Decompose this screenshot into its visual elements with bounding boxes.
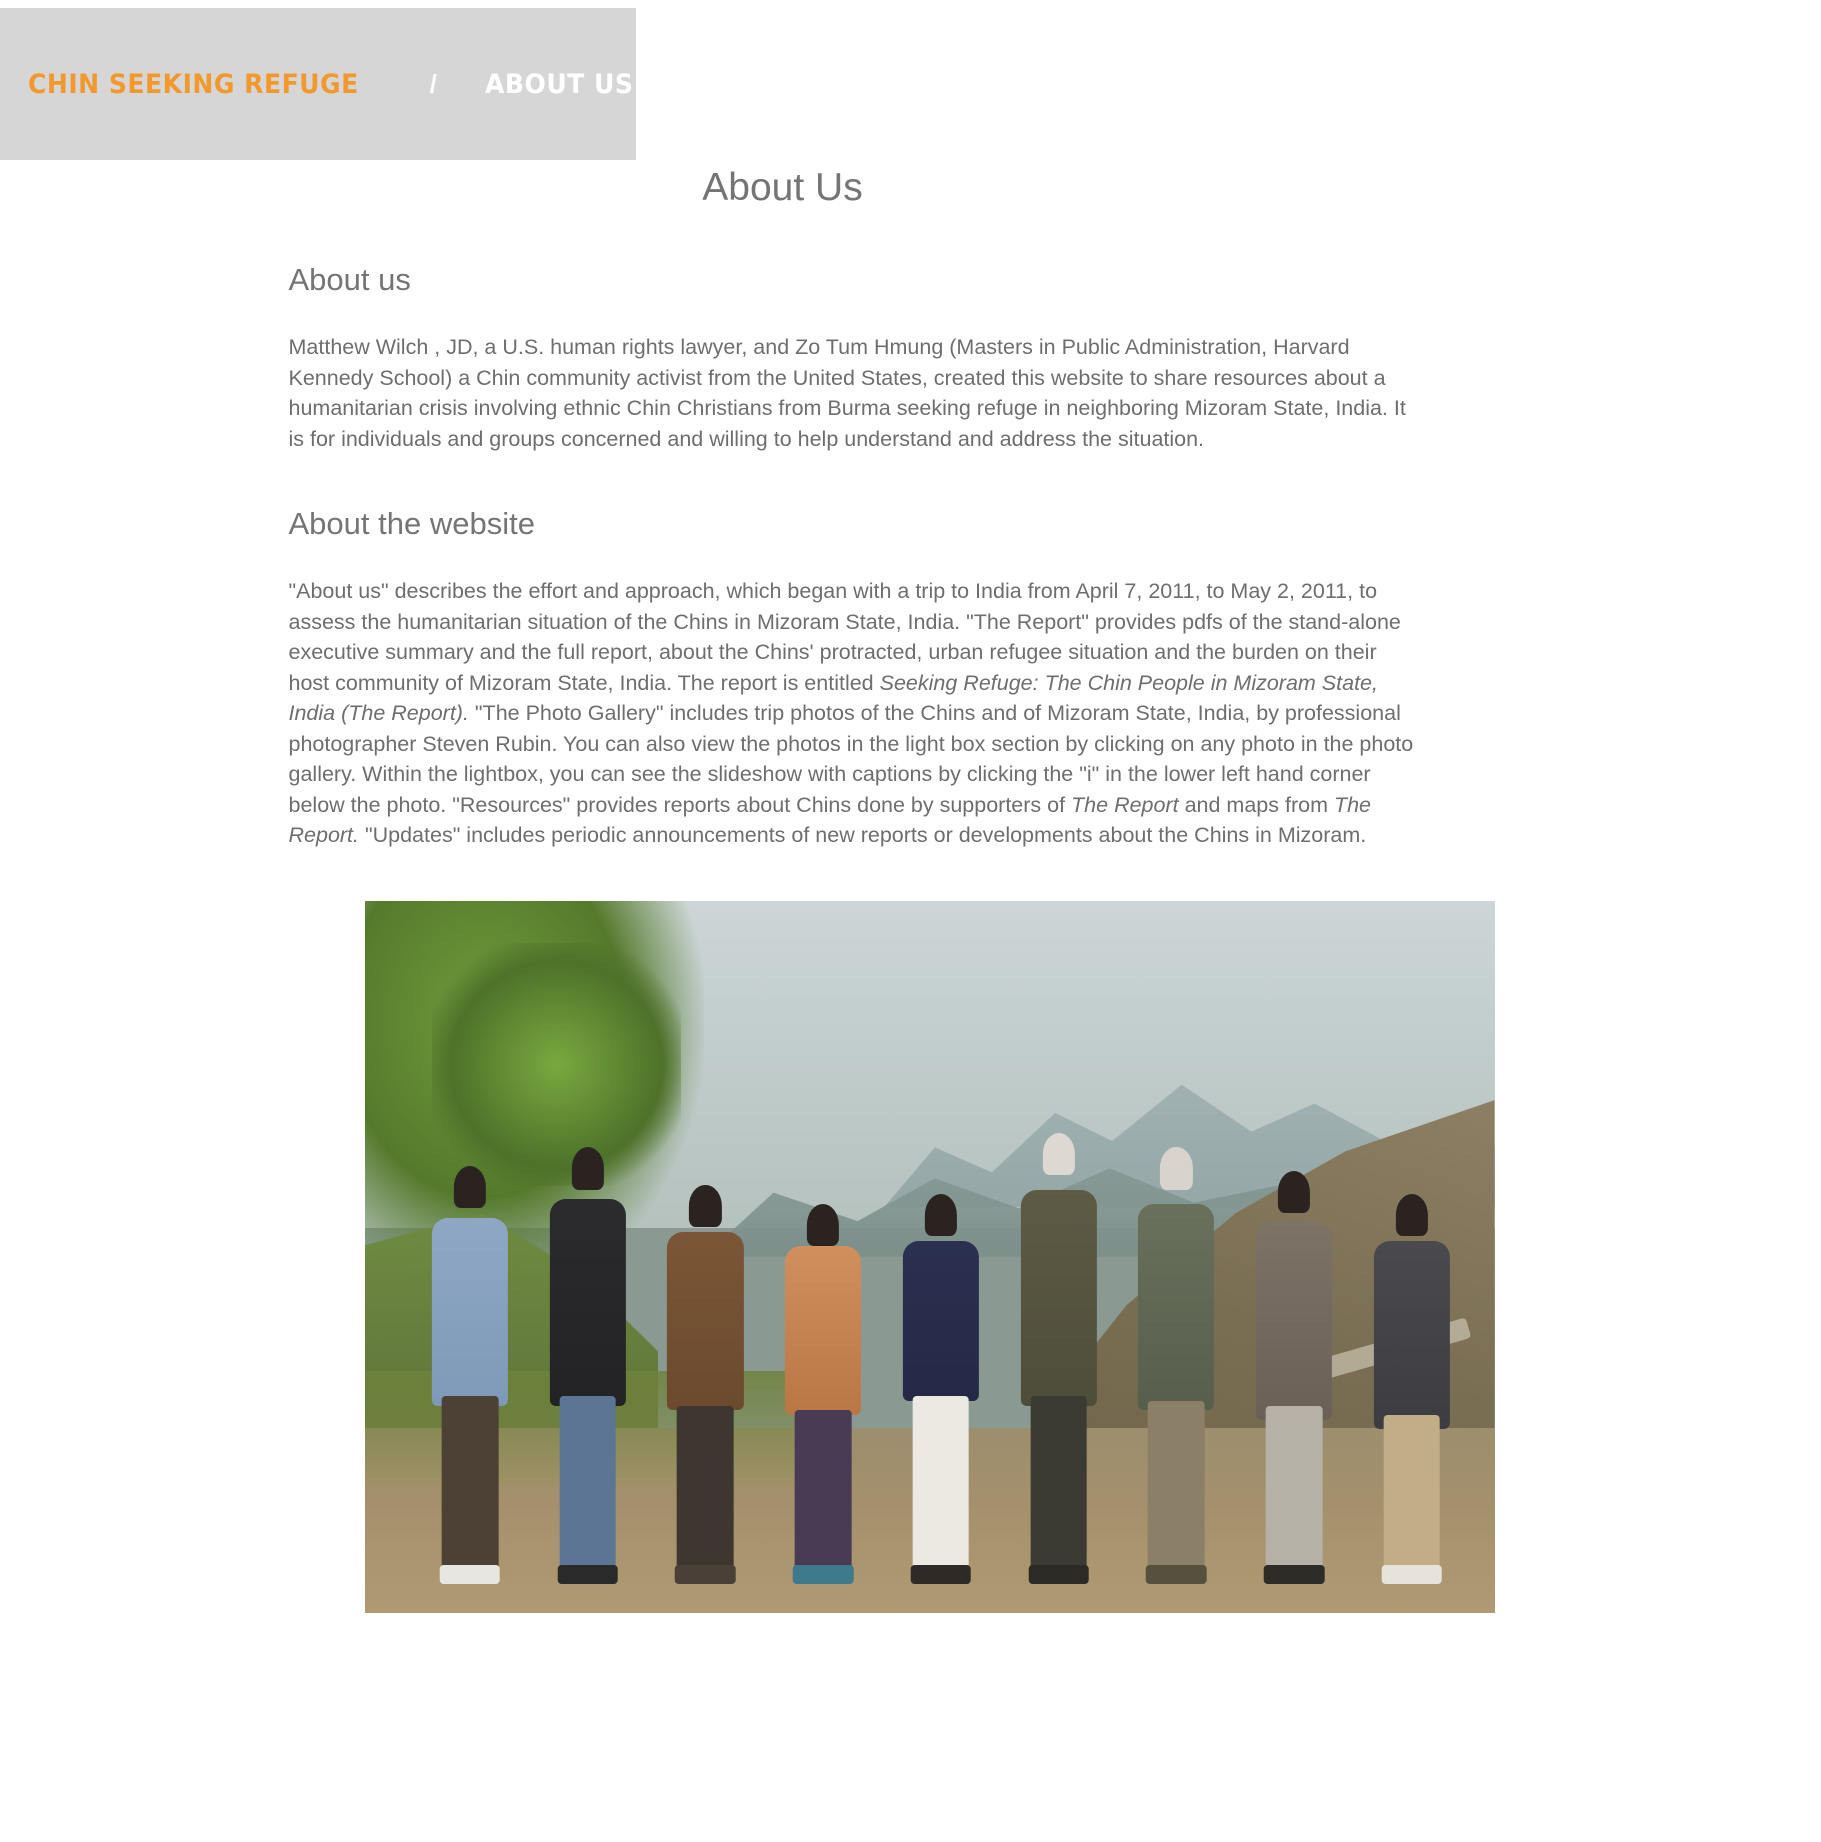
site-brand[interactable]: CHIN SEEKING REFUGE [28,68,359,100]
person-torso [1256,1222,1332,1419]
person-shoes [557,1565,618,1584]
photo-person [1363,1114,1461,1584]
paragraph-part-4: "Updates" includes periodic announcements of new reports or developments about the Chins in Mizoram. [359,823,1367,848]
person-hair [1278,1171,1310,1213]
person-legs [1030,1396,1087,1575]
photo-people-group [421,1114,1461,1584]
report-title-italic: Seeking Refuge: The Chin People in Mizoram State, India (The Report). [288,670,1378,726]
person-shoes [911,1565,972,1584]
chevron-down-icon[interactable]: ▾ [698,75,706,93]
person-shoes [1381,1565,1442,1584]
person-legs [442,1396,499,1575]
person-hair [1396,1194,1428,1236]
person-hair [807,1204,839,1246]
nav-current-page[interactable]: ABOUT US [484,68,634,100]
person-hair [571,1147,603,1189]
person-torso [785,1246,861,1415]
person-legs [677,1406,734,1575]
person-shoes [793,1565,854,1584]
photo-person [656,1114,754,1584]
photo-person [1245,1114,1343,1584]
photo-container[interactable] [365,901,1495,1613]
person-legs [795,1410,852,1574]
photo-person [774,1114,872,1584]
photo-person [539,1114,637,1584]
paragraph-part-2: "The Photo Gallery" includes trip photos of the Chins and of Mizoram State, India, by professional photographer Steven Rubin. You can also view the photos in the light box section by clicking on any photo in the photo gallery. Within the lightbox, you can see the slideshow with captions by clicking the "i" in the lower left hand corner below the photo. "Resources" provides reports about Chins done by supporters of [288,701,1414,817]
photo-person [1010,1114,1108,1584]
paragraph-part-3: and maps from [1178,792,1334,817]
person-torso [667,1232,743,1411]
page-title: About Us [702,166,863,209]
person-legs [1383,1415,1440,1575]
section-heading-about-us: About us [288,262,411,297]
paragraph-part-1: "About us" describes the effort and approach, which began with a trip to India from April 7, 2011, to May 2, 2011, to assess the humanitarian situation of the Chins in Mizoram State, India. "The Report" provides pdfs of the stand-alone executive summary and the full report, about the Chins' protracted, urban refugee situation and the burden on their host community of Mizoram State, India. The report is entitled [288,579,1401,695]
person-shoes [1028,1565,1089,1584]
person-torso [432,1218,508,1406]
person-shoes [675,1565,736,1584]
report-italic-2: The Report. [288,792,1372,848]
person-shoes [1264,1565,1325,1584]
section-paragraph-about-us: Matthew Wilch , JD, a U.S. human rights lawyer, and Zo Tum Hmung (Masters in Public Administration, Harvard Kennedy School) a Chin community activist from the United States, created this website to share resources about a humanitarian crisis involving ethnic Chin Christians from Burma seeking refuge in neighboring Mizoram State, India. It is for individuals and groups concerned and willing to help understand and address the situation. [288,335,1406,451]
person-hair [1160,1147,1192,1189]
person-torso [903,1241,979,1401]
person-legs [559,1396,616,1575]
person-torso [1138,1204,1214,1411]
section-paragraph-about-website [289,576,1419,851]
person-legs [1148,1401,1205,1575]
person-hair [1042,1133,1074,1175]
person-hair [925,1194,957,1236]
person-legs [1266,1406,1323,1575]
person-shoes [1146,1565,1207,1584]
person-shoes [440,1565,501,1584]
person-hair [454,1166,486,1208]
person-torso [1020,1190,1096,1406]
person-torso [1374,1241,1450,1429]
report-italic-1: The Report [1071,792,1179,817]
person-legs [912,1396,969,1575]
photo-person [1127,1114,1225,1584]
site-header [0,8,706,160]
group-photo[interactable] [365,901,1495,1613]
photo-person [892,1114,990,1584]
page-content [0,152,1821,1613]
photo-person [421,1114,519,1584]
person-torso [549,1199,625,1406]
person-hair [689,1185,721,1227]
article-body [251,262,1571,1613]
breadcrumb-separator: / [429,68,437,99]
section-heading-about-website: About the website [288,506,535,542]
